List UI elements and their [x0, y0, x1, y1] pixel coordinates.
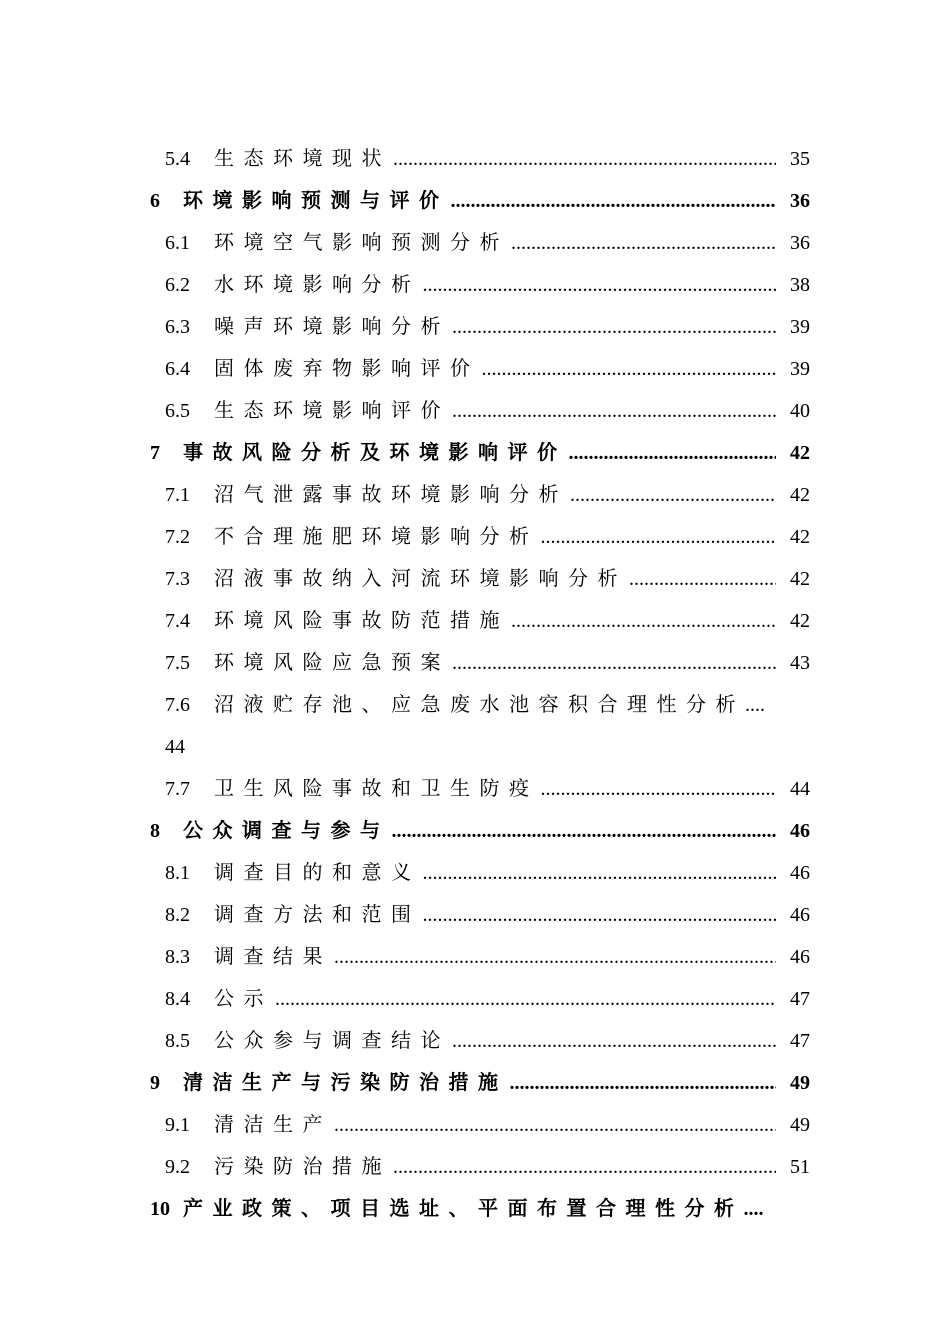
- toc-entry-page: 42: [790, 610, 810, 632]
- toc-entry-number: 7.3: [165, 568, 190, 590]
- toc-entry-number: 6.4: [165, 358, 190, 380]
- toc-chapter[interactable]: [150, 438, 810, 468]
- toc-entry-number: 7.7: [165, 778, 190, 800]
- toc-chapter[interactable]: [150, 186, 810, 216]
- toc-entry-number: 6.1: [165, 232, 190, 254]
- toc-entry[interactable]: [165, 858, 810, 888]
- toc-entry[interactable]: [165, 1110, 810, 1140]
- toc-entry-page: 42: [790, 484, 810, 506]
- toc-entry-number: 8.5: [165, 1030, 190, 1052]
- toc-entry[interactable]: [165, 942, 810, 972]
- toc-leader-dots: [334, 942, 776, 972]
- toc-leader-dots: [452, 648, 776, 678]
- toc-entry-number: 7.6: [165, 694, 190, 716]
- toc-leader-dots: [570, 480, 776, 510]
- toc-entry-page: 42: [790, 442, 810, 464]
- toc-entry-title: 公众参与调查结论: [214, 1030, 450, 1052]
- toc-leader-dots: [510, 1068, 777, 1098]
- toc-entry[interactable]: [165, 354, 810, 384]
- toc-entry-page: 46: [790, 820, 810, 842]
- toc-entry-number: 8: [150, 820, 160, 842]
- toc-entry-page: 49: [790, 1072, 810, 1094]
- toc-entry-number: 7: [150, 442, 160, 464]
- toc-entry-page: 36: [790, 232, 810, 254]
- toc-entry-title: 不合理施肥环境影响分析: [214, 526, 539, 548]
- toc-chapter[interactable]: [150, 816, 810, 846]
- toc-chapter[interactable]: [150, 1194, 810, 1224]
- toc-leader-dots: [452, 396, 776, 426]
- toc-entry-title: 环境风险应急预案: [214, 652, 450, 674]
- toc-entry-title: 固体废弃物影响评价: [214, 358, 480, 380]
- toc-entry-number: 6.5: [165, 400, 190, 422]
- toc-entry-title: 污染防治措施: [214, 1156, 391, 1178]
- toc-entry-number: 7.4: [165, 610, 190, 632]
- toc-entry-page: 46: [790, 904, 810, 926]
- toc-entry-page: 35: [790, 148, 810, 170]
- toc-entry-title: 清洁生产: [214, 1114, 332, 1136]
- toc-entry-title: 噪声环境影响分析: [214, 316, 450, 338]
- toc-entry-title: 事故风险分析及环境影响评价: [183, 442, 567, 464]
- toc-entry[interactable]: [165, 228, 810, 258]
- toc-entry[interactable]: [165, 1152, 810, 1182]
- toc-entry-page: 47: [790, 988, 810, 1010]
- toc-entry-page: 39: [790, 358, 810, 380]
- toc-entry-title: 调查方法和范围: [214, 904, 421, 926]
- toc-leader-dots: [511, 606, 776, 636]
- toc-entry[interactable]: [165, 648, 810, 678]
- toc-entry-number: 7.5: [165, 652, 190, 674]
- toc-entry-title: 公众调查与参与: [183, 820, 390, 842]
- toc-entry-title: 公示: [214, 988, 273, 1010]
- toc-entry[interactable]: [165, 690, 810, 720]
- toc-leader-dots: [393, 1152, 776, 1182]
- toc-entry-page: 46: [790, 946, 810, 968]
- toc-entry[interactable]: [165, 312, 810, 342]
- toc-entry-title: 沼气泄露事故环境影响分析: [214, 484, 568, 506]
- toc-entry-number: 7.1: [165, 484, 190, 506]
- toc-leader-dots: [393, 144, 776, 174]
- toc-entry-number: 5.4: [165, 148, 190, 170]
- toc-leader-dots: [423, 900, 777, 930]
- toc-entry-number: 8.4: [165, 988, 190, 1010]
- toc-entry-title: 清洁生产与污染防治措施: [183, 1072, 508, 1094]
- toc-entry-title: 调查目的和意义: [214, 862, 421, 884]
- toc-leader-dots: [334, 1110, 776, 1140]
- toc-entry-title: 环境影响预测与评价: [183, 190, 449, 212]
- toc-leader-dots: [482, 354, 777, 384]
- toc-leader-dots: [541, 774, 777, 804]
- toc-entry[interactable]: [165, 396, 810, 426]
- toc-entry-page: 44: [790, 778, 810, 800]
- toc-leader-dots: [452, 1026, 776, 1056]
- toc-entry-page: 39: [790, 316, 810, 338]
- toc-entry-number: 9: [150, 1072, 160, 1094]
- toc-entry-number: 10: [150, 1198, 170, 1220]
- toc-entry[interactable]: [165, 522, 810, 552]
- toc-leader-dots: [275, 984, 776, 1014]
- toc-entry[interactable]: [165, 984, 810, 1014]
- toc-entry-page: 36: [790, 190, 810, 212]
- toc-entry-title: 水环境影响分析: [214, 274, 421, 296]
- toc-leader-dots: [569, 438, 777, 468]
- toc-leader-dots: [745, 690, 765, 720]
- toc-entry-title: 环境空气影响预测分析: [214, 232, 509, 254]
- toc-entry-title: 生态环境现状: [214, 148, 391, 170]
- toc-entry-number: 7.2: [165, 526, 190, 548]
- toc-entry-page: 38: [790, 274, 810, 296]
- toc-entry-title: 沼液事故纳入河流环境影响分析: [214, 568, 627, 590]
- toc-entry-title: 调查结果: [214, 946, 332, 968]
- toc-leader-dots: [744, 1194, 764, 1224]
- toc-entry-page: 42: [790, 526, 810, 548]
- toc-entry[interactable]: [165, 270, 810, 300]
- toc-entry-title: 卫生风险事故和卫生防疫: [214, 778, 539, 800]
- toc-entry-page: 43: [790, 652, 810, 674]
- toc-entry-title: 环境风险事故防范措施: [214, 610, 509, 632]
- toc-entry-number: 8.2: [165, 904, 190, 926]
- toc-entry-number: 9.2: [165, 1156, 190, 1178]
- toc-leader-dots: [452, 312, 776, 342]
- toc-entry[interactable]: [165, 564, 810, 594]
- toc-entry-page: 42: [790, 568, 810, 590]
- toc-entry-title: 沼液贮存池、应急废水池容积合理性分析: [214, 694, 745, 716]
- toc-entry-page: 51: [790, 1156, 810, 1178]
- toc-chapter[interactable]: [150, 1068, 810, 1098]
- toc-entry-number: 8.1: [165, 862, 190, 884]
- toc-entry-page: 49: [790, 1114, 810, 1136]
- toc-leader-dots: [451, 186, 777, 216]
- toc-entry-title: 产业政策、项目选址、平面布置合理性分析: [183, 1198, 744, 1220]
- toc-leader-dots: [629, 564, 776, 594]
- toc-entry-page: 40: [790, 400, 810, 422]
- toc-entry-number: 6.2: [165, 274, 190, 296]
- toc-entry[interactable]: [165, 606, 810, 636]
- toc-entry[interactable]: [165, 144, 810, 174]
- toc-entry[interactable]: [165, 480, 810, 510]
- toc-entry[interactable]: [165, 774, 810, 804]
- toc-entry[interactable]: [165, 1026, 810, 1056]
- toc-entry-title: 生态环境影响评价: [214, 400, 450, 422]
- toc-entry-page: 46: [790, 862, 810, 884]
- toc-entry-page: 47: [790, 1030, 810, 1052]
- toc-leader-dots: [423, 858, 777, 888]
- toc-entry-page-wrapped: 44: [165, 736, 185, 758]
- toc-entry-number: 6: [150, 190, 160, 212]
- toc-leader-dots: [511, 228, 776, 258]
- toc-leader-dots: [541, 522, 777, 552]
- toc-leader-dots: [423, 270, 777, 300]
- toc-entry-number: 6.3: [165, 316, 190, 338]
- toc-leader-dots: [392, 816, 777, 846]
- toc-entry-number: 9.1: [165, 1114, 190, 1136]
- toc-entry[interactable]: [165, 900, 810, 930]
- toc-entry-number: 8.3: [165, 946, 190, 968]
